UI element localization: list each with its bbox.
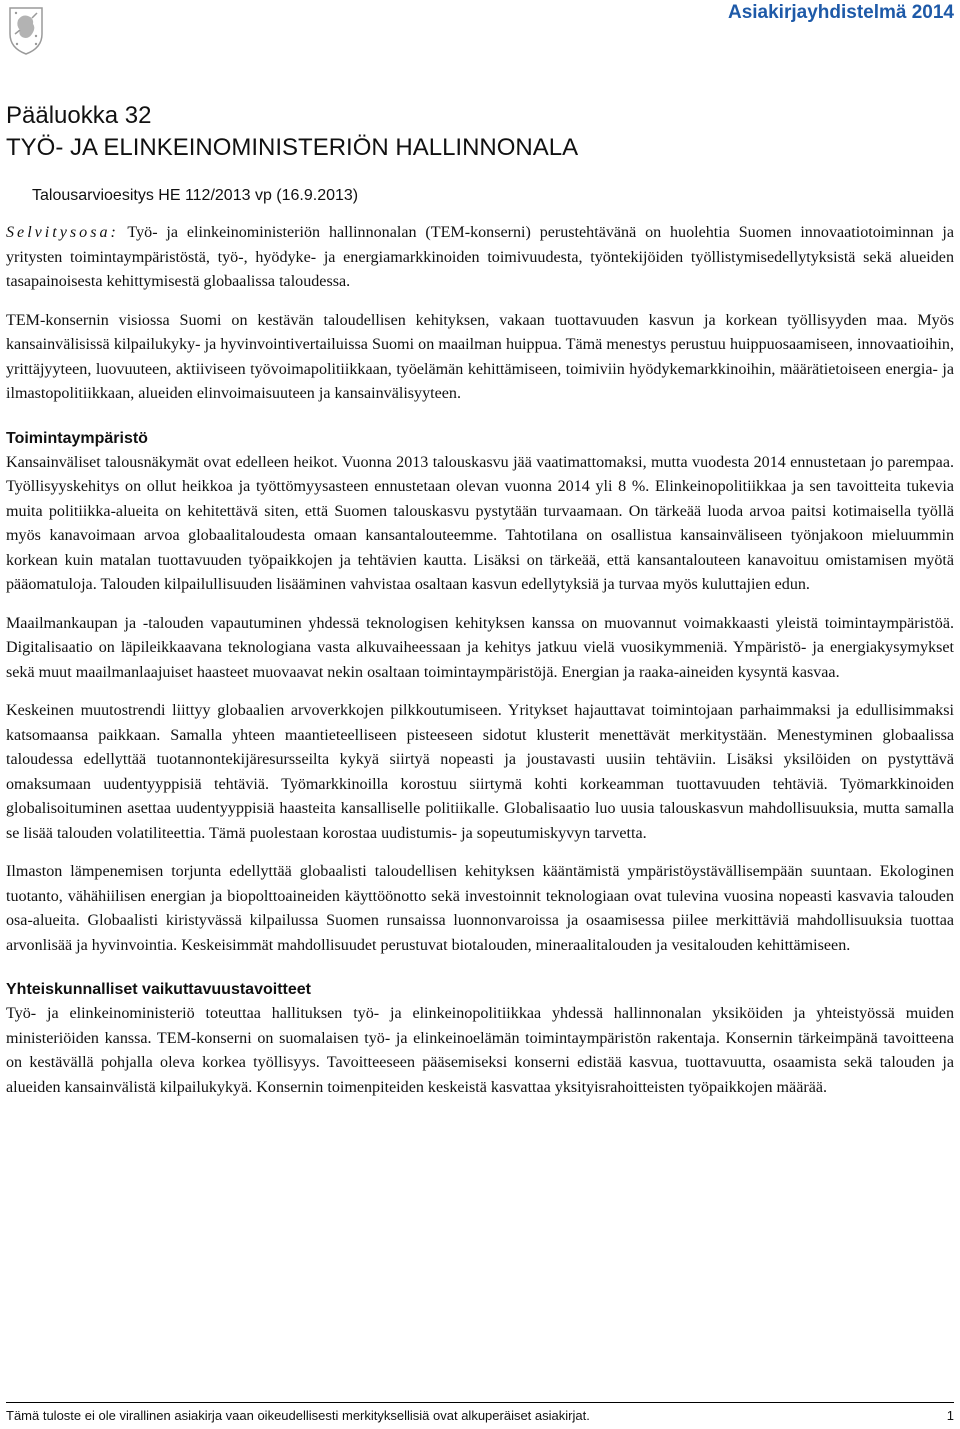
intro-text: Työ- ja elinkeinoministeriön hallinnonalan (TEM-konserni) perustehtävänä on huolehtia Suomen innovaatiotoiminnan ja yritysten toimintaympäristöstä, työ-, hyödyke- ja energiamarkkinoiden toimivuudesta, työntekijöiden työllistymisedellytyksistä sekä alueiden tasapainoisesta kehittymisestä globaalissa taloudessa. <box>6 224 954 290</box>
page-number: 1 <box>946 1408 954 1423</box>
ministry-title: TYÖ- JA ELINKEINOMINISTERIÖN HALLINNONALA <box>6 134 579 161</box>
document-body <box>6 221 954 1100</box>
vision-paragraph: TEM-konsernin visiossa Suomi on kestävän taloudellisen kehityksen, vakaan tuottavuuden kasvun ja korkean työllisyyden maa. Myös kansainvälisissä kilpailukyky- ja hyvinvointivertailuissa Suomi on maailman huippua. Tämä menestys perustuu huippuosaamiseen, innovaatioihin, yrittäjyyteen, luovuuteen, aktiiviseen työvoimapolitiikkaan, työelämän kehittämiseen, toimiviin hyödykemarkkinoihin, määrätietoiseen energia- ja ilmastopolitiikkaan, alueiden elinvoimaisuuteen ja kansainvälisyyteen. <box>6 311 954 402</box>
coat-of-arms-icon <box>6 4 46 56</box>
selvitysosa-label: Selvitysosa: <box>6 224 119 241</box>
environment-paragraph-1: Kansainväliset talousnäkymät ovat edelleen heikot. Vuonna 2013 talouskasvu jää vaatimattomaksi, mutta vuodesta 2014 ennustetaan jo parempaa. Työllisyyskehitys on ollut heikkoa ja työttömyysasteen ennustetaan olevan vuonna 2014 yli 8 %. Elinkeinopolitiikkaa ja sen tavoitteita tukevia muita politiikka-alueita on kehitettävä siten, että Suomen talouskasvu pystytään turvaamaan. On tärkeää luoda arvoa paitsi kotimaisella työllä myös kanavoimaan arvoa globaalitaloudesta omaan kansantalouteemme. Tahtotilana on osallistua kansainväliseen työnjakoon mieluummin korkean kuin matalan tuottavuuden työpaikkojen ja tehtävien kautta. Lisäksi on tärkeää, että kansantalouteen kanavoituu omistamisen myötä pääomatuloja. Talouden kilpailullisuuden lisääminen vahvistaa osaltaan kasvun edellytyksiä ja turvaa myös kuluttajien edun. <box>6 453 954 593</box>
main-class-title: Pääluokka 32 <box>6 102 152 129</box>
footer-divider <box>6 1402 954 1403</box>
intro-paragraph <box>6 221 954 295</box>
goals-paragraph-1: Työ- ja elinkeinoministeriö toteuttaa hallituksen työ- ja elinkeinopolitiikkaa yhdessä hallinnonalan yksiköiden ja yhteistyössä muiden ministeriöiden kanssa. TEM-konserni on suomalaisen työ- ja elinkeinoelämän toimintaympäristön rakentaja. Konsernin tärkeimpänä tavoitteena on kestävällä pohjalla oleva korkea työllisyys. Tavoitteeseen pääsemiseksi konserni edistää kasvua, tuottavuutta, osaamista sekä talouden ja alueiden kansainvälistä kilpailukykyä. Konsernin toimenpiteiden keskeistä kasvattaa yksityisrahoitteisten työpaikkojen määrää. <box>6 1005 954 1096</box>
environment-paragraph-3: Keskeinen muutostrendi liittyy globaalien arvoverkkojen pilkkoutumiseen. Yritykset hajauttavat toimintojaan parhaimmaksi ja edullisimmaksi katsomaansa paikkaan. Samalla yhteen maantieteelliseen pisteeseen sidotut klusterit menettävät merkitystään. Menestyminen globaalissa taloudessa edellyttää tuotannontekijäresursseilta kykyä siirtyä nopeasti ja joustavasti uusiin tehtäviin. Lisäksi yksilöiden on pystyttävä omaksumaan uudentyyppisiä tehtäviä. Työmarkkinoilla korostuu siirtymä kohti korkeamman tuottavuuden tehtäviä. Työmarkkinoiden globalisoituminen asettaa uudentyyppisiä haasteita kansalliselle politiikalle. Globalisaatio luo uusia talouskasvun mahdollisuuksia, mutta samalla se lisää talouden volatiliteettia. Tämä puolestaan korostaa uudistumis- ja sopeutumiskyvyn tarvetta. <box>6 702 954 842</box>
environment-paragraph-4: Ilmaston lämpenemisen torjunta edellyttää globaalisti taloudellisen kehityksen kääntämistä ympäristöystävällisempään suuntaan. Ekologinen tuotanto, vähähiilisen energian ja biopolttoaineiden käyttöönotto sekä investoinnit teknologiaan ovat tulevina vuosina nopeasti kasvavia talouden osa-alueita. Globaalisti kiristyvässä kilpailussa Suomen runsaissa luonnonvaroissa ja osaamisessa piilee merkittäviä mahdollisuuksia tuottaa arvonlisää ja hyvinvointia. Keskeisimmät mahdollisuudet perustuvat biotalouden, mineraalitalouden ja vesitalouden kehittämiseen. <box>6 863 954 954</box>
page-title <box>6 100 578 164</box>
environment-paragraph-2: Maailmankaupan ja -talouden vapautuminen yhdessä teknologisen kehityksen kanssa on muovannut voimakkaasti yleistä toimintaympäristöä. Digitalisaatio on läpileikkaavana teknologiana vasta alkuvaiheessaan ja kehitys jatkuu vielä vuosikymmeniä. Ympäristö- ja energiakysymykset sekä muut maailmanlaajuiset haasteet muovaavat nekin osaltaan toimintaympäristöjä. Energian ja raaka-aineiden kysyntä kasvaa. <box>6 614 954 681</box>
document-collection-title: Asiakirjayhdistelmä 2014 <box>727 2 954 23</box>
section-heading-toimintaymparisto: Toimintaympäristö <box>6 429 148 447</box>
section-heading-vaikuttavuustavoitteet: Yhteiskunnalliset vaikuttavuustavoitteet <box>6 981 311 998</box>
footer-disclaimer: Tämä tuloste ei ole virallinen asiakirja vaan oikeudellisesti merkityksellisiä ovat alkuperäiset asiakirjat. <box>6 1408 590 1423</box>
budget-proposal-subtitle: Talousarvioesitys HE 112/2013 vp (16.9.2013) <box>32 187 359 204</box>
